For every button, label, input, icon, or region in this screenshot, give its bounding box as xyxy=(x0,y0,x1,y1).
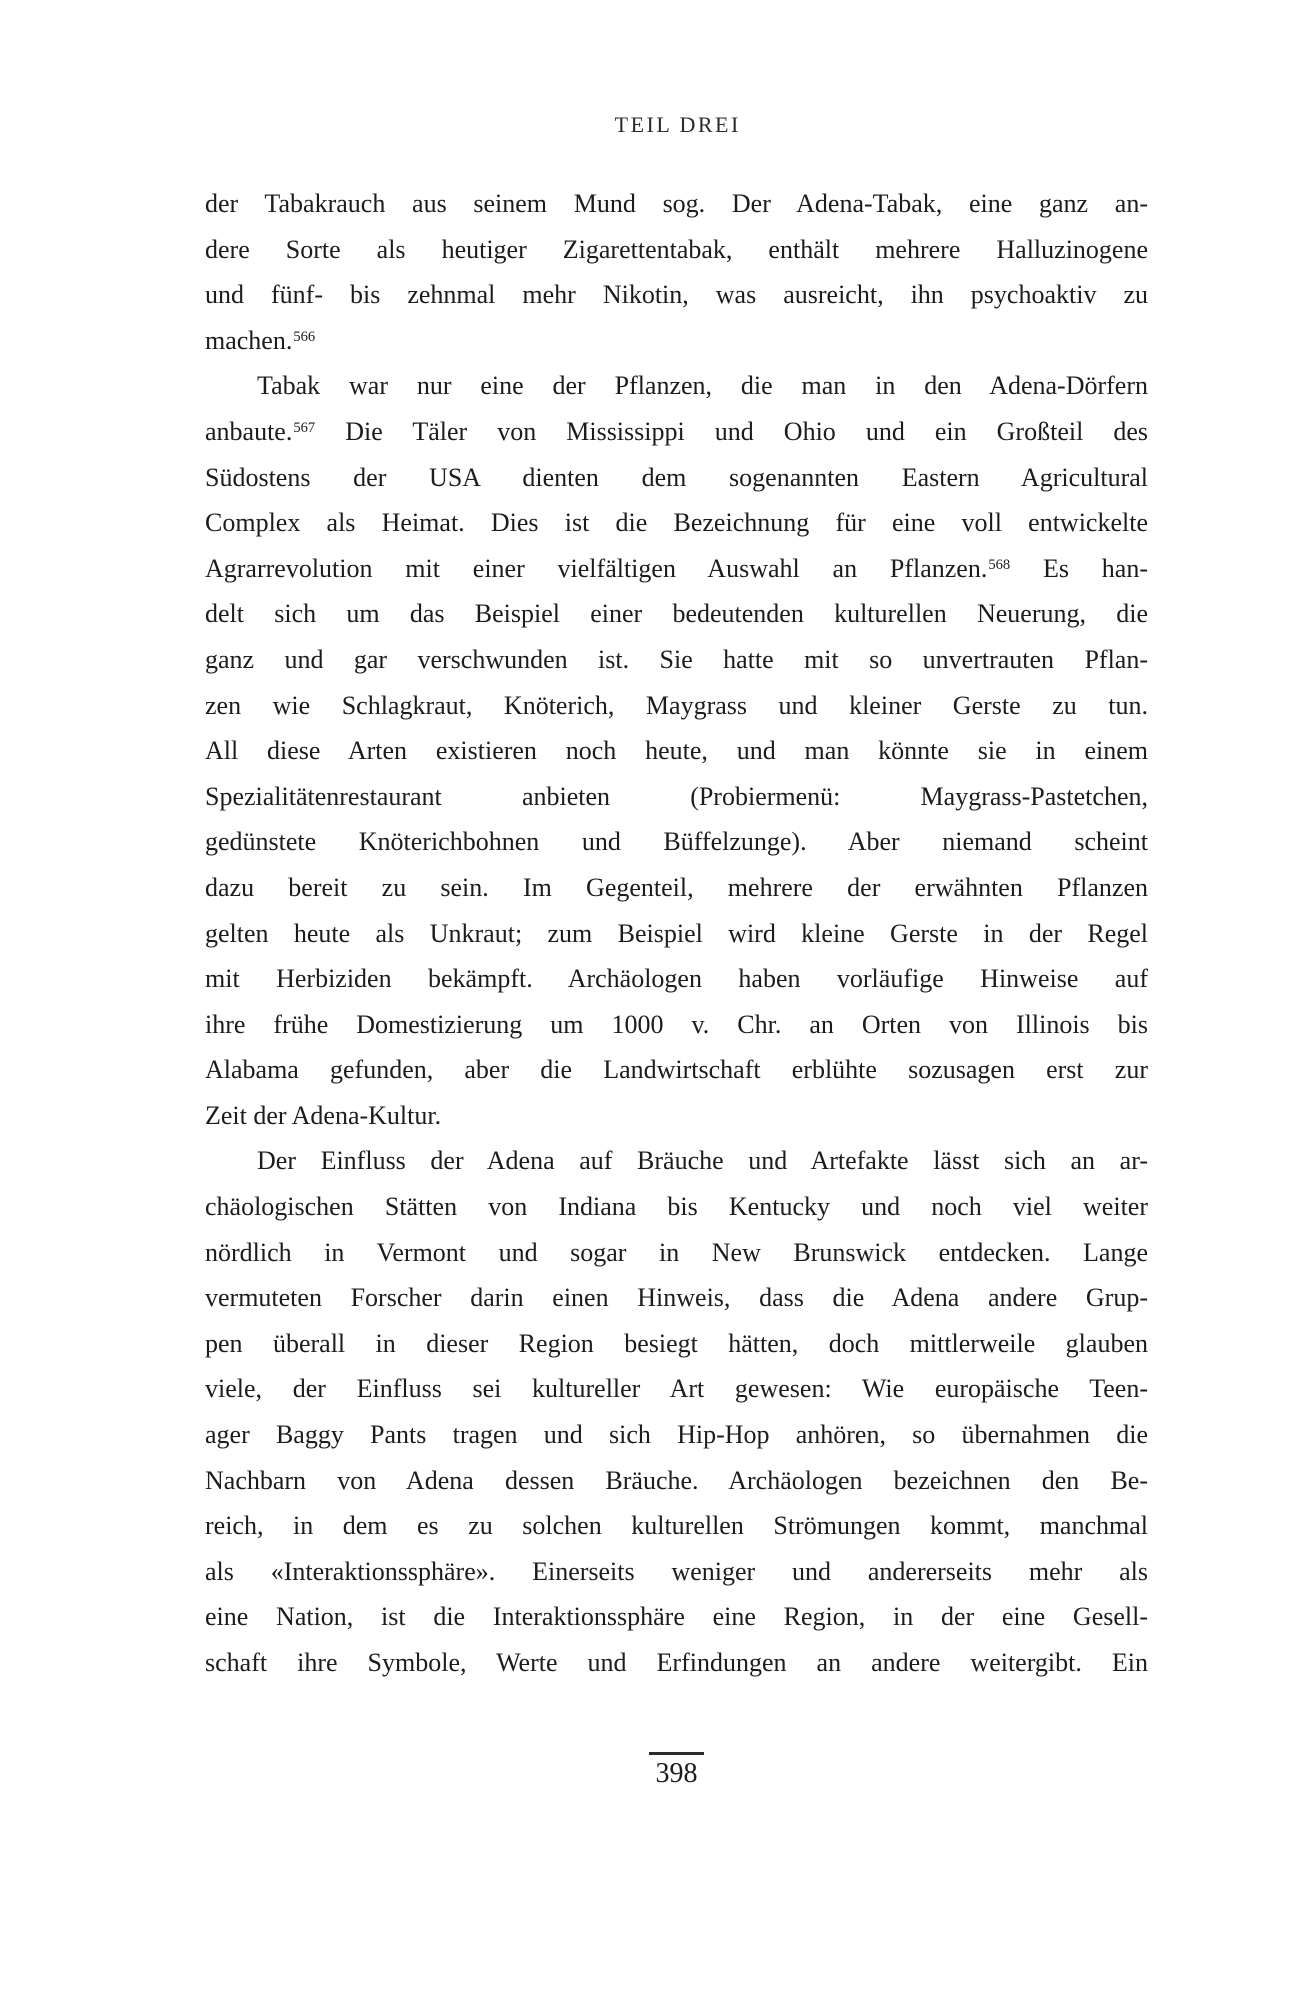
text-line: Tabak war nur eine der Pflanzen, die man in den Adena-Dörfern xyxy=(257,371,1148,401)
page-footer xyxy=(205,1752,1148,1788)
footnote-ref: 568 xyxy=(988,556,1011,573)
text-line: Südostens der USA dienten dem sogenannten Eastern Agricultural xyxy=(205,462,1148,492)
text-line: eine Nation, ist die Interaktionssphäre eine Region, in der eine Gesell- xyxy=(205,1602,1148,1632)
text-line: zen wie Schlagkraut, Knöterich, Maygrass und kleiner Gerste zu tun. xyxy=(205,690,1148,720)
text-line: ihre frühe Domestizierung um 1000 v. Chr. an Orten von Illinois bis xyxy=(205,1009,1148,1039)
text-line: dere Sorte als heutiger Zigarettentabak, enthält mehrere Halluzinogene xyxy=(205,234,1148,264)
running-header: TEIL DREI xyxy=(614,112,741,137)
paragraph xyxy=(205,1138,1148,1685)
text-line: Agrarrevolution mit einer vielfältigen Auswahl an Pflanzen.$^{568}$ Es han- xyxy=(205,553,1148,583)
text-line: mit Herbiziden bekämpft. Archäologen haben vorläufige Hinweise auf xyxy=(205,964,1148,994)
text-line: als «Interaktionssphäre». Einerseits weniger und andererseits mehr als xyxy=(205,1556,1148,1586)
text-line: ganz und gar verschwunden ist. Sie hatte mit so unvertrauten Pflan- xyxy=(205,644,1148,674)
text-line: All diese Arten existieren noch heute, und man könnte sie in einem xyxy=(205,736,1148,766)
text-line: Der Einfluss der Adena auf Bräuche und Artefakte lässt sich an ar- xyxy=(257,1146,1148,1176)
text-line: dazu bereit zu sein. Im Gegenteil, mehrere der erwähnten Pflanzen xyxy=(205,872,1148,902)
text-line: vermuteten Forscher darin einen Hinweis, dass die Adena andere Grup- xyxy=(205,1283,1148,1313)
footnote-ref: 567 xyxy=(293,419,316,436)
text-line: reich, in dem es zu solchen kulturellen Strömungen kommt, manchmal xyxy=(205,1511,1148,1541)
page-number: 398 xyxy=(655,1758,698,1789)
text-line: gedünstete Knöterichbohnen und Büffelzunge). Aber niemand scheint xyxy=(205,827,1148,857)
text-line: chäologischen Stätten von Indiana bis Kentucky und noch viel weiter xyxy=(205,1192,1148,1222)
text-line: pen überall in dieser Region besiegt hätten, doch mittlerweile glauben xyxy=(205,1328,1148,1358)
text-line: Nachbarn von Adena dessen Bräuche. Archäologen bezeichnen den Be- xyxy=(205,1465,1148,1495)
text-line: machen.$^{566}$ xyxy=(205,325,316,355)
text-line: ager Baggy Pants tragen und sich Hip-Hop anhören, so übernahmen die xyxy=(205,1420,1148,1450)
text-line: viele, der Einfluss sei kultureller Art gewesen: Wie europäische Teen- xyxy=(205,1374,1148,1404)
paragraph xyxy=(205,181,1148,363)
text-line: nördlich in Vermont und sogar in New Brunswick entdecken. Lange xyxy=(205,1237,1148,1267)
body-text xyxy=(205,181,1148,1686)
footnote-ref: 566 xyxy=(293,328,316,345)
text-line: schaft ihre Symbole, Werte und Erfindungen an andere weitergibt. Ein xyxy=(205,1648,1148,1677)
text-line: gelten heute als Unkraut; zum Beispiel wird kleine Gerste in der Regel xyxy=(205,918,1148,948)
text-line: anbaute.$^{567}$ Die Täler von Mississippi und Ohio und ein Großteil des xyxy=(205,416,1148,446)
text-line: Spezialitätenrestaurant anbieten (Probiermenü: Maygrass-Pastetchen, xyxy=(205,781,1148,811)
text-line: Complex als Heimat. Dies ist die Bezeichnung für eine voll entwickelte xyxy=(205,508,1148,538)
text-line: und fünf- bis zehnmal mehr Nikotin, was ausreicht, ihn psychoaktiv zu xyxy=(205,280,1148,310)
text-line: Alabama gefunden, aber die Landwirtschaft erblühte sozusagen erst zur xyxy=(205,1055,1148,1085)
paragraph xyxy=(205,363,1148,1138)
text-line: delt sich um das Beispiel einer bedeutenden kulturellen Neuerung, die xyxy=(205,599,1148,629)
text-line: der Tabakrauch aus seinem Mund sog. Der Adena-Tabak, eine ganz an- xyxy=(205,189,1148,218)
footer-rule xyxy=(649,1752,704,1755)
text-line: Zeit der Adena-Kultur. xyxy=(205,1100,442,1130)
